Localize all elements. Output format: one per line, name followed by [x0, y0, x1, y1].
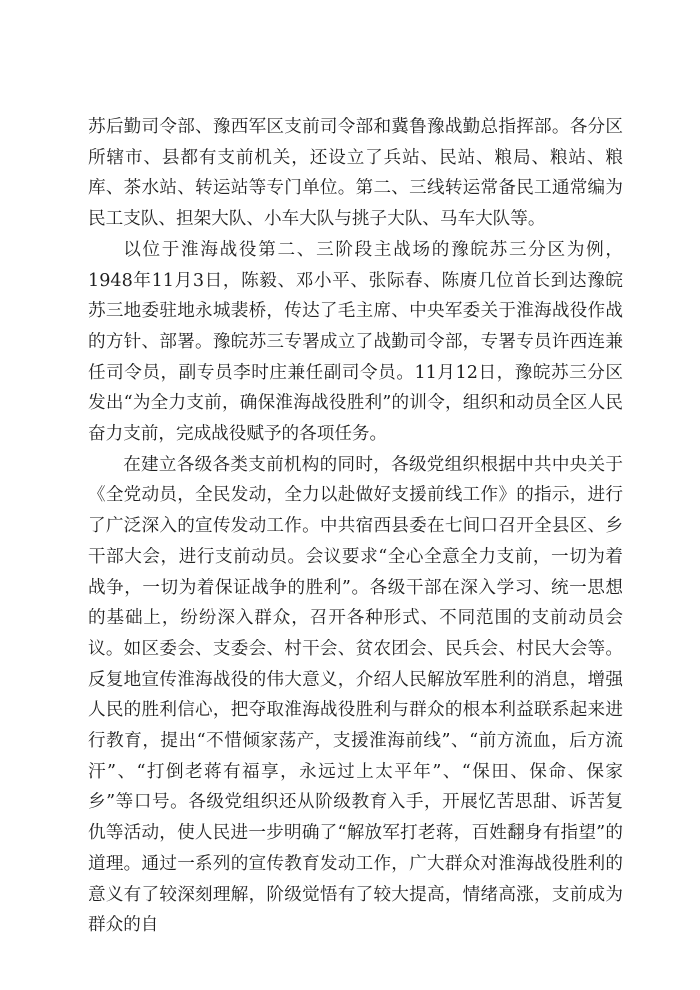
paragraph-yuwansu-example: 以位于淮海战役第二、三阶段主战场的豫皖苏三分区为例，1948年11月3日，陈毅、邓小平、张际春、陈赓几位首长到达豫皖苏三地委驻地永城裴桥，传达了毛主席、中央军委关于淮海战役作战的方针、部署。豫皖苏三专署成立了战勤司令部，专署专员许西连兼任司令员，副专员李时庄兼任副司令员。11月12日，豫皖苏三分区发出“为全力支前，确保淮海战役胜利”的训令，组织和动员全区人民奋力支前，完成战役赋予的各项任务。 [88, 239, 623, 445]
body-text [88, 112, 623, 941]
paragraph-continuation: 苏后勤司令部、豫西军区支前司令部和冀鲁豫战勤总指挥部。各分区所辖市、县都有支前机关，还设立了兵站、民站、粮局、粮站、粮库、茶水站、转运站等专门单位。第二、三线转运常备民工通常编为民工支队、担架大队、小车大队与挑子大队、马车大队等。 [88, 117, 623, 230]
paragraph-propaganda-mobilization: 在建立各级各类支前机构的同时，各级党组织根据中共中央关于《全党动员，全民发动，全力以赴做好支援前线工作》的指示，进行了广泛深入的宣传发动工作。中共宿西县委在七间口召开全县区、乡干部大会，进行支前动员。会议要求“全心全意全力支前，一切为着战争，一切为着保证战争的胜利”。各级干部在深入学习、统一思想的基础上，纷纷深入群众，召开各种形式、不同范围的支前动员会议。如区委会、支委会、村干会、贫农团会、民兵会、村民大会等。反复地宣传淮海战役的伟大意义，介绍人民解放军胜利的消息，增强人民的胜利信心，把夺取淮海战役胜利与群众的根本利益联系起来进行教育，提出“不惜倾家荡产，支援淮海前线”、“前方流血，后方流汗”、“打倒老蒋有福享，永远过上太平年”、“保田、保命、保家乡”等口号。各级党组织还从阶级教育入手，开展忆苦思甜、诉苦复仇等活动，使人民进一步明确了“解放军打老蒋，百姓翻身有指望”的道理。通过一系列的宣传教育发动工作，广大群众对淮海战役胜利的意义有了较深刻理解，阶级觉悟有了较大提高，情绪高涨，支前成为群众的自 [88, 454, 623, 936]
